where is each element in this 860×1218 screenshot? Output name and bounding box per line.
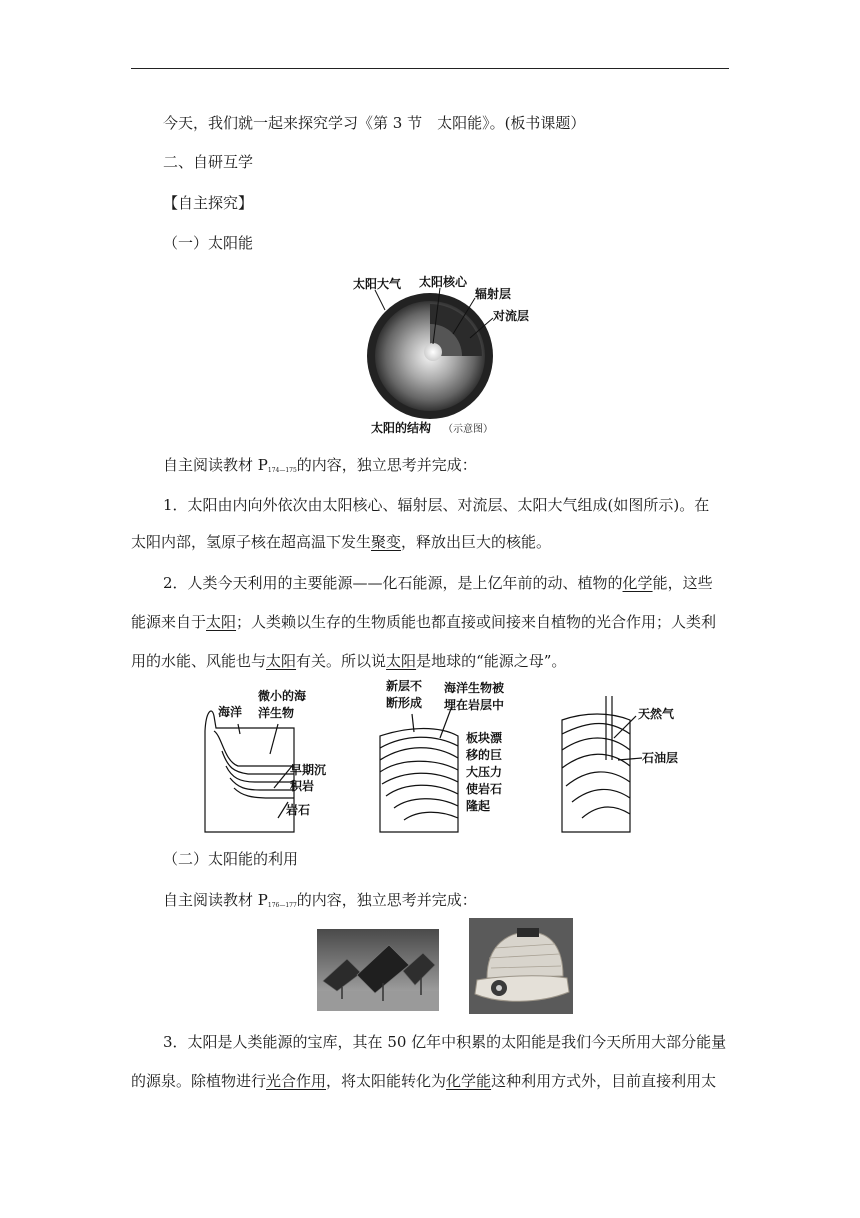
answer-sun-1: 太阳 — [206, 613, 237, 631]
intro-line: 今天，我们就一起来探究学习《第 3 节 太阳能》。(板书课题） — [163, 114, 586, 132]
label-buried-1: 海洋生物被 — [444, 681, 505, 695]
label-ocean: 海洋 — [218, 705, 243, 719]
solar-panel-photo — [317, 929, 439, 1011]
answer-photosynthesis: 光合作用 — [266, 1072, 327, 1090]
question-2-line-3: 用的水能、风能也与太阳有关。所以说太阳是地球的“能源之母”。 — [131, 652, 567, 670]
label-new-layer-1: 新层不 — [386, 679, 423, 693]
label-sediment-2: 积岩 — [290, 779, 315, 793]
sun-caption: 太阳的结构 — [371, 421, 432, 435]
question-1-line-1: 1．太阳由内向外依次由太阳核心、辐射层、对流层、太阳大气组成(如图所示)。在 — [163, 496, 710, 514]
subsection-solar-energy: （一）太阳能 — [163, 234, 254, 252]
answer-fusion: 聚变 — [371, 533, 402, 551]
label-plates-4: 使岩石 — [466, 782, 503, 796]
solar-fan-hat-photo — [469, 918, 573, 1014]
question-2-line-2: 能源来自于太阳；人类赖以生存的生物质能也都直接或间接来自植物的光合作用；人类利 — [131, 613, 717, 631]
fossil-fuel-figure — [200, 676, 720, 838]
label-oil-layer: 石油层 — [642, 751, 679, 765]
label-plates-5: 隆起 — [466, 799, 491, 813]
label-sun-core: 太阳核心 — [419, 275, 468, 289]
question-3-line-2: 的源泉。除植物进行光合作用，将太阳能转化为化学能这种利用方式外，目前直接利用太 — [131, 1072, 717, 1090]
label-radiation-layer: 辐射层 — [475, 287, 512, 301]
read-instruction-2: 自主阅读教材 $P_{176—177}$的内容，独立思考并完成： — [163, 891, 477, 909]
sun-caption-note: （示意图） — [443, 424, 493, 435]
question-2-line-1: 2．人类今天利用的主要能源——化石能源，是上亿年前的动、植物的化学能，这些 — [163, 574, 713, 592]
label-natural-gas: 天然气 — [638, 707, 675, 721]
label-new-layer-2: 断形成 — [386, 696, 423, 710]
label-rock: 岩石 — [286, 803, 311, 817]
label-sun-atmosphere: 太阳大气 — [353, 277, 402, 291]
label-plates-2: 移的巨 — [466, 748, 503, 762]
label-organisms-2: 洋生物 — [258, 706, 295, 720]
answer-sun-3: 太阳 — [386, 652, 417, 670]
section-heading: 二、自研互学 — [163, 153, 254, 171]
label-plates-1: 板块漂 — [466, 731, 503, 745]
panel-1 — [205, 711, 294, 832]
panel-2 — [380, 706, 458, 832]
answer-sun-2: 太阳 — [266, 652, 297, 670]
answer-chemical-energy: 化学能 — [446, 1072, 492, 1090]
subsection-solar-use: （二）太阳能的利用 — [163, 850, 299, 868]
answer-chemical: 化学 — [622, 574, 653, 592]
header-rule — [131, 68, 729, 69]
label-organisms-1: 微小的海 — [258, 689, 307, 703]
panel-3 — [562, 696, 642, 832]
question-1-line-2: 太阳内部，氢原子核在超高温下发生聚变，释放出巨大的核能。 — [131, 533, 552, 551]
question-3-line-1: 3．太阳是人类能源的宝库，其在 50 亿年中积累的太阳能是我们今天所用大部分能量 — [163, 1033, 727, 1051]
label-plates-3: 大压力 — [466, 765, 503, 779]
label-convection-layer: 对流层 — [493, 309, 530, 323]
sun-core — [424, 343, 442, 361]
sun-structure-figure — [345, 268, 530, 438]
read-instruction-1: 自主阅读教材 $P_{174—175}$的内容，独立思考并完成： — [163, 456, 477, 474]
explore-heading: 【自主探究】 — [163, 194, 254, 212]
label-buried-2: 埋在岩层中 — [444, 698, 505, 712]
label-sediment-1: 早期沉 — [290, 763, 327, 777]
